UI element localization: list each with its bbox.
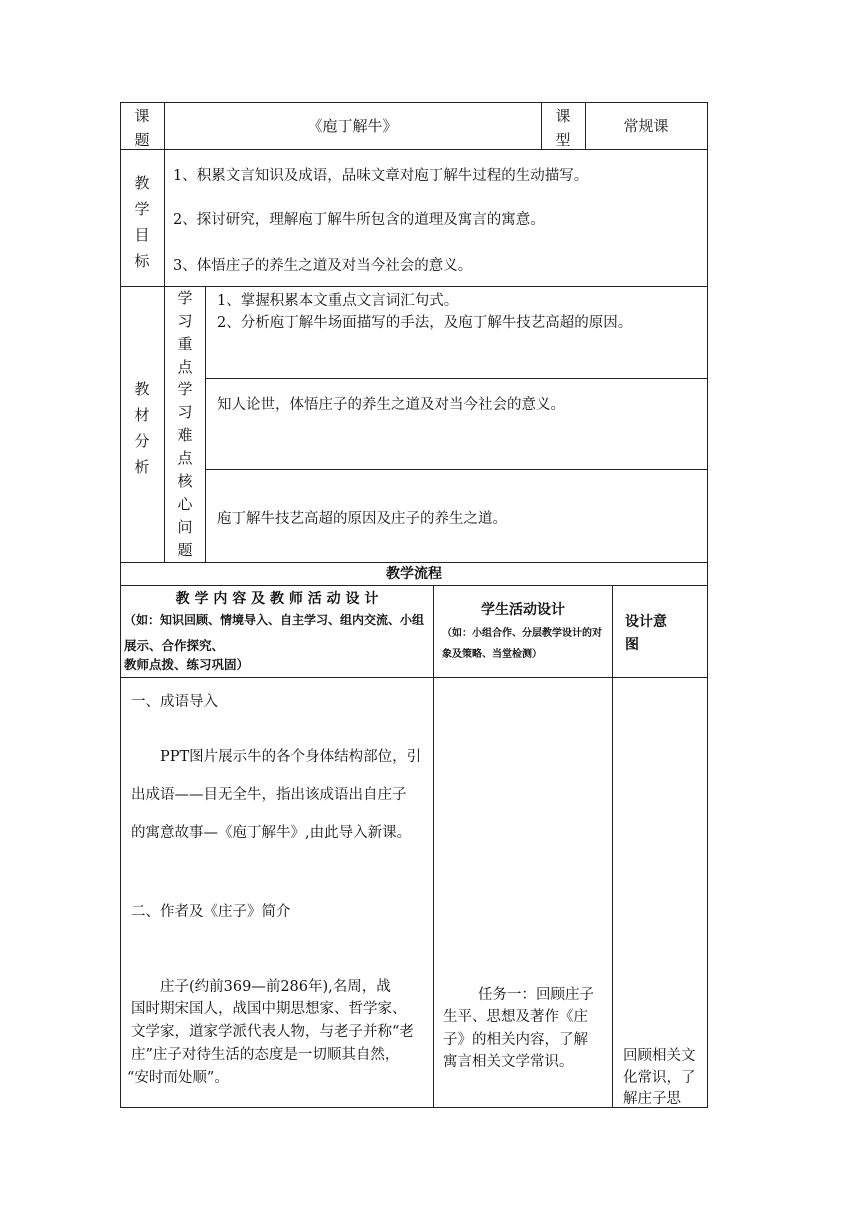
- focus-item-2: 2、分析庖丁解牛场面描写的手法，及庖丁解牛技艺高超的原因。: [217, 315, 633, 331]
- section2-heading: 二、作者及《庄子》简介: [131, 904, 291, 920]
- course-title-value: 《庖丁解牛》: [307, 117, 398, 135]
- col1-subtitle-3: 教师点拨、练习巩固）: [124, 657, 250, 672]
- section2-line-5: “安时而处顺”。: [127, 1070, 229, 1086]
- core-question-label: 核心问题: [177, 472, 193, 559]
- focus-item-1: 1、掌握积累本文重点文言词汇句式。: [217, 293, 459, 309]
- section1-paragraph-line-2: 出成语——目无全牛，指出该成语出自庄子: [131, 787, 407, 803]
- objective-item-1: 1、积累文言知识及成语，品味文章对庖丁解牛过程的生动描写。: [173, 168, 589, 184]
- col3-title-2: 图: [625, 637, 639, 653]
- student-task-line-2: 生平、思想及著作《庄: [443, 1009, 588, 1025]
- objective-item-2: 2、探讨研究，理解庖丁解牛所包含的道理及寓言的寓意。: [173, 212, 545, 228]
- student-task-line-1: 任务一：回顾庄子: [478, 987, 594, 1003]
- col3-title-1: 设计意: [625, 614, 667, 630]
- col1-title: 教 学 内 容 及 教 师 活 动 设 计: [175, 591, 379, 607]
- flow-title: 教学流程: [386, 566, 442, 582]
- section1-heading: 一、成语导入: [131, 694, 218, 710]
- course-type-value: 常规课: [623, 117, 669, 135]
- section1-paragraph-line-1: PPT图片展示牛的各个身体结构部位，引: [160, 749, 422, 765]
- section2-line-2: 国时期宋国人，战国中期思想家、哲学家、: [131, 1001, 407, 1017]
- col2-subtitle-2: 象及策略、当堂检测）: [442, 649, 542, 660]
- col2-subtitle-1: （如：小组合作、分层教学设计的对: [442, 628, 602, 639]
- student-task-line-3: 子》的相关内容，了解: [443, 1032, 588, 1048]
- col2-title: 学生活动设计: [481, 602, 565, 618]
- section2-line-3: 文学家，道家学派代表人物，与老子并称“老: [131, 1024, 414, 1040]
- course-title-label: 课题: [134, 107, 150, 149]
- section2-line-4: 庄”庄子对待生活的态度是一切顺其自然，: [131, 1047, 400, 1063]
- col1-subtitle-2: 展示、合作探究、: [124, 638, 225, 653]
- col1-subtitle-1: （如：知识回顾、情境导入、自主学习、组内交流、小组: [124, 613, 425, 627]
- student-task-line-4: 寓言相关文学常识。: [443, 1054, 574, 1070]
- course-type-label: 课型: [555, 107, 571, 149]
- intent-line-2: 化常识，了: [623, 1070, 696, 1086]
- focus-label: 学习重点: [177, 289, 193, 376]
- core-question-text: 庖丁解牛技艺高超的原因及庄子的养生之道。: [217, 511, 507, 527]
- intent-line-1: 回顾相关文: [623, 1048, 696, 1064]
- objectives-label: 教学目标: [134, 174, 150, 270]
- section2-line-1: 庄子(约前369—前286年),名周，战: [160, 979, 391, 995]
- section1-paragraph-line-3: 的寓意故事—《庖丁解牛》,由此导入新课。: [131, 825, 412, 841]
- difficulty-label: 学习难点: [177, 380, 193, 467]
- analysis-label: 教材分析: [134, 380, 150, 476]
- intent-line-3: 解庄子思: [623, 1091, 681, 1107]
- objective-item-3: 3、体悟庄子的养生之道及对当今社会的意义。: [173, 258, 473, 274]
- difficulty-text: 知人论世，体悟庄子的养生之道及对当今社会的意义。: [217, 397, 565, 413]
